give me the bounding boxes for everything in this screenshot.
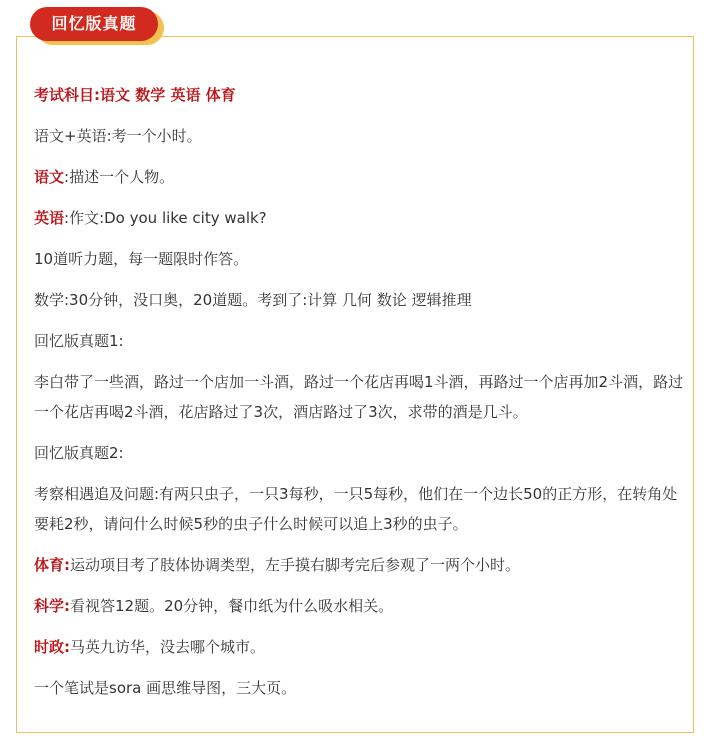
- science-label: 科学:: [34, 597, 70, 615]
- chinese-label: 语文: [34, 168, 65, 186]
- pe-label: 体育:: [34, 556, 70, 574]
- politics-value: 马英九访华，没去哪个城市。: [70, 638, 266, 656]
- chinese-value: :描述一个人物。: [64, 168, 175, 186]
- politics-label: 时政:: [34, 638, 70, 656]
- english-line: [34, 203, 684, 233]
- question1-title: 回忆版真题1:: [34, 332, 124, 350]
- subjects-label: 考试科目:: [34, 86, 100, 104]
- section-badge: [30, 7, 158, 45]
- question2-title: 回忆版真题2:: [34, 444, 124, 462]
- listening-line: 10道听力题，每一题限时作答。: [34, 250, 249, 268]
- chinese-english-line: 语文+英语:考一个小时。: [34, 127, 202, 145]
- science-line: [34, 591, 684, 621]
- math-line: 数学:30分钟，没口奥，20道题。考到了:计算 几何 数论 逻辑推理: [34, 291, 472, 309]
- english-label: 英语: [34, 209, 65, 227]
- english-value: :作文:Do you like city walk?: [64, 209, 267, 227]
- written-test-line: 一个笔试是sora 画思维导图，三大页。: [34, 679, 297, 697]
- question1-body: 李白带了一些酒，路过一个店加一斗酒，路过一个花店再喝1斗酒，再路过一个店再加2斗酒，路过一个花店再喝2斗酒，花店路过了3次，酒店路过了3次，求带的酒是几斗。: [34, 373, 684, 421]
- subjects-line: [34, 80, 684, 110]
- subjects-value: 语文 数学 英语 体育: [100, 86, 236, 104]
- politics-line: [34, 632, 684, 662]
- question2-body: 考察相遇追及问题:有两只虫子，一只3每秒，一只5每秒，他们在一个边长50的正方形，在转角处要耗2秒，请问什么时候5秒的虫子什么时候可以追上3秒的虫子。: [34, 485, 678, 533]
- pe-value: 运动项目考了肢体协调类型，左手摸右脚考完后参观了一两个小时。: [70, 556, 521, 574]
- pe-line: [34, 550, 684, 580]
- chinese-line: [34, 162, 684, 192]
- science-value: 看视答12题。20分钟，餐巾纸为什么吸水相关。: [70, 597, 394, 615]
- badge-title: 回忆版真题: [30, 7, 158, 41]
- article-body: [34, 80, 684, 714]
